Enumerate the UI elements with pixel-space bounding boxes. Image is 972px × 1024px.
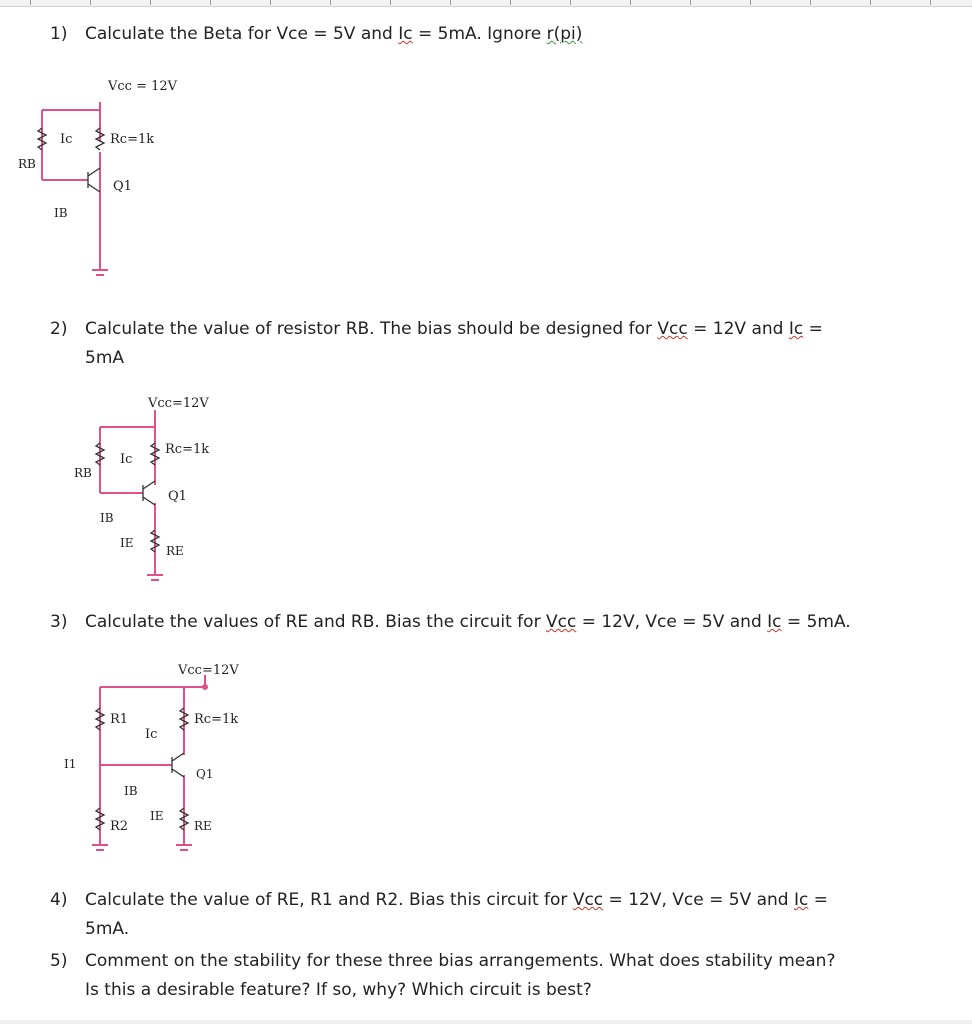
text-run: Comment on the stability for these three bias arrangements. What does stability mean? <box>85 951 836 971</box>
question-text-continued <box>85 915 129 944</box>
spelling-flag: Ic <box>767 612 782 632</box>
text-run: = 12V, Vce = 5V and <box>576 612 768 632</box>
circuit-diagram-3 <box>0 650 300 870</box>
page-bottom-edge <box>0 1020 972 1024</box>
transistor-label: Q1 <box>196 767 214 781</box>
transistor-label: Q1 <box>168 489 187 504</box>
question-number: 4) <box>50 890 68 910</box>
text-run: = 12V and <box>687 319 789 339</box>
spelling-flag: Vcc <box>572 890 604 910</box>
ie-label: IE <box>150 809 164 823</box>
grammar-flag: r(pi) <box>546 24 583 44</box>
ib-label: IB <box>100 511 114 525</box>
text-run: = <box>808 890 829 910</box>
rb-label: RB <box>18 157 36 171</box>
question-text <box>85 608 851 637</box>
ib-label: IB <box>124 784 138 798</box>
question-text-continued <box>85 976 592 1005</box>
text-run: Calculate the Beta for Vce = 5V and <box>85 24 399 44</box>
question-text <box>85 886 828 915</box>
spelling-flag: Vcc <box>657 319 688 339</box>
question-number: 5) <box>50 951 68 971</box>
circuit-diagram-2 <box>0 385 260 595</box>
question-number: 2) <box>50 319 68 339</box>
question-text-continued <box>85 344 124 373</box>
re-label: RE <box>166 544 184 558</box>
question-text <box>85 315 823 344</box>
vcc-label: Vcc = 12V <box>108 79 178 94</box>
spelling-flag: Ic <box>793 890 809 910</box>
circuit-diagram-1 <box>0 70 240 285</box>
text-run: 5mA. <box>85 919 130 939</box>
text-run: 5mA <box>85 348 125 368</box>
r2-label: R2 <box>110 819 129 834</box>
spelling-flag: Ic <box>398 24 413 44</box>
spelling-flag: Vcc <box>545 612 577 632</box>
spelling-flag: Ic <box>788 319 804 339</box>
question-number: 1) <box>50 24 68 44</box>
text-run: = 12V, Vce = 5V and <box>603 890 794 910</box>
document-ruler <box>0 0 972 7</box>
question-text <box>85 20 582 49</box>
text-run: Is this a desirable feature? If so, why? Which circuit is best? <box>85 980 592 1000</box>
text-run: Calculate the values of RE and RB. Bias the circuit for <box>85 612 546 632</box>
r1-label: R1 <box>110 712 129 727</box>
rb-label: RB <box>74 466 92 480</box>
ic-label: Ic <box>60 132 73 147</box>
question-text <box>85 947 835 976</box>
ic-label: Ic <box>145 727 158 742</box>
question-number: 3) <box>50 612 68 632</box>
text-run: = 5mA. <box>781 612 851 632</box>
rc-label: Rc=1k <box>194 712 239 727</box>
ic-label: Ic <box>120 452 133 467</box>
text-run: Calculate the value of resistor RB. The bias should be designed for <box>85 319 658 339</box>
i1-label: I1 <box>64 757 77 771</box>
rc-label: Rc=1k <box>165 442 210 457</box>
text-run: = <box>803 319 823 339</box>
re-label: RE <box>194 819 212 833</box>
transistor-label: Q1 <box>113 179 132 194</box>
ib-label: IB <box>54 206 68 220</box>
rc-label: Rc=1k <box>110 132 155 147</box>
text-run: Calculate the value of RE, R1 and R2. Bias this circuit for <box>85 890 573 910</box>
vcc-label: Vcc=12V <box>148 396 209 411</box>
text-run: = 5mA. Ignore <box>412 24 547 44</box>
ie-label: IE <box>120 536 134 550</box>
vcc-label: Vcc=12V <box>178 663 239 678</box>
